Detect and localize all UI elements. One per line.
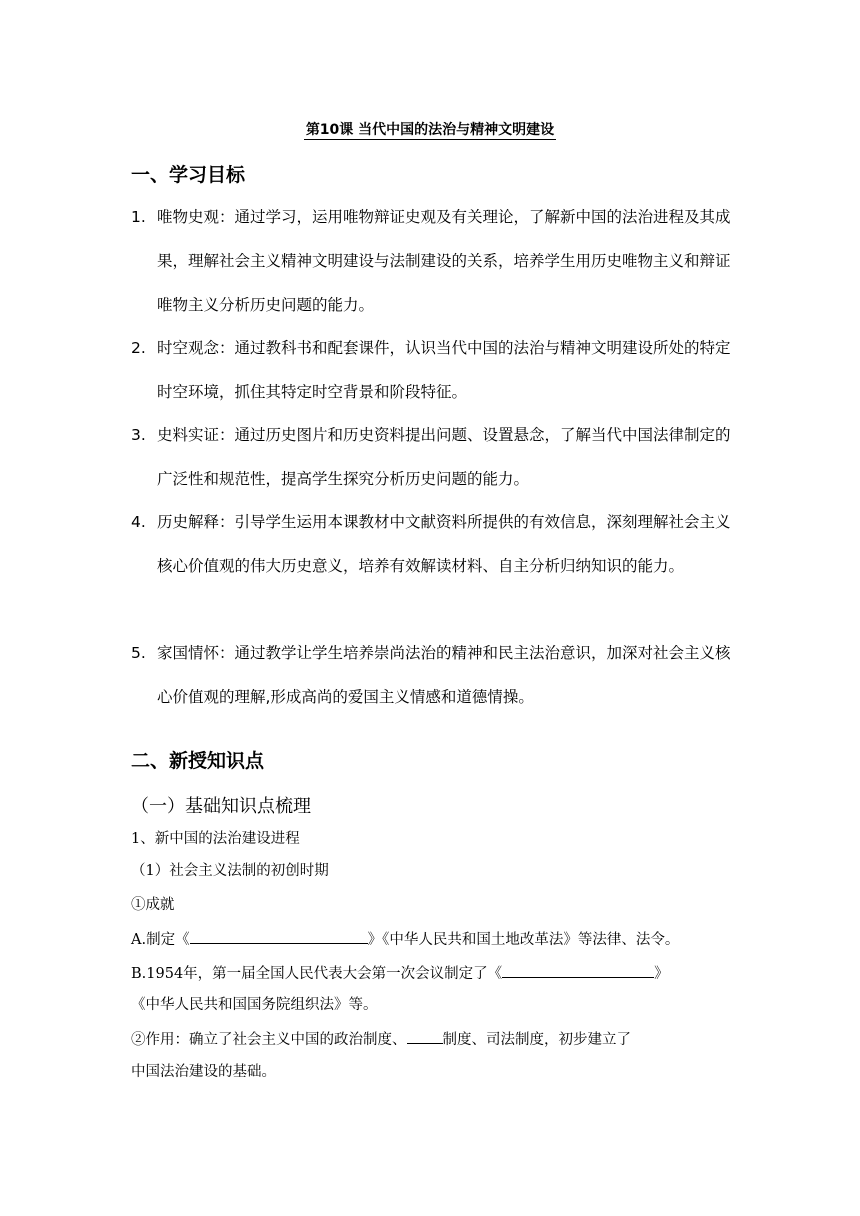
goal-number: 2. — [131, 339, 146, 357]
goal-number: 5. — [131, 644, 146, 662]
effect-line — [131, 1028, 631, 1049]
goal-number: 4. — [131, 513, 146, 531]
goal-text: 家国情怀：通过教学让学生培养崇尚法治的精神和民主法治意识，加深对社会主义核心价值观的理解,形成高尚的爱国主义情感和道德情操。 — [157, 644, 731, 706]
achievement-label: ①成就 — [131, 897, 175, 913]
fill-blank-1[interactable] — [190, 931, 368, 944]
goal-item-2 — [131, 326, 739, 414]
line-b-prefix: B.1954年，第一届全国人民代表大会第一次会议制定了《 — [131, 966, 503, 982]
line-b-suffix: 》 — [654, 966, 669, 982]
goal-text: 时空观念：通过教科书和配套课件，认识当代中国的法治与精神文明建设所处的特定时空环境，抓住其特定时空背景和阶段特征。 — [157, 339, 731, 401]
fill-blank-3[interactable] — [407, 1031, 443, 1044]
goal-item-3 — [131, 413, 739, 501]
goal-item-4 — [131, 500, 739, 588]
lesson-title — [0, 119, 860, 139]
item-subheading: （1）社会主义法制的初创时期 — [131, 863, 329, 879]
effect-line-continued: 中国法治建设的基础。 — [131, 1064, 276, 1080]
line-a — [131, 928, 679, 949]
goal-text: 历史解释：引导学生运用本课教材中文献资料所提供的有效信息，深刻理解社会主义核心价值观的伟大历史意义，培养有效解读材料、自主分析归纳知识的能力。 — [157, 513, 731, 575]
effect-suffix: 制度、司法制度，初步建立了 — [442, 1032, 631, 1048]
subsection-heading: （一）基础知识点梳理 — [131, 796, 311, 817]
goal-number: 3. — [131, 426, 146, 444]
line-a-suffix: 》《中华人民共和国土地改革法》等法律、法令。 — [367, 932, 680, 948]
item-heading: 1、新中国的法治建设进程 — [131, 831, 300, 847]
line-b-continued: 《中华人民共和国国务院组织法》等。 — [131, 997, 378, 1013]
line-a-prefix: A.制定《 — [131, 932, 190, 948]
goal-text: 唯物史观：通过学习，运用唯物辩证史观及有关理论，了解新中国的法治进程及其成果，理解社会主义精神文明建设与法制建设的关系，培养学生用历史唯物主义和辩证唯物主义分析历史问题的能力。 — [157, 208, 731, 314]
goal-item-5 — [131, 631, 739, 719]
section-heading-new-knowledge: 二、新授知识点 — [131, 750, 265, 772]
lesson-title-text: 第10课 当代中国的法治与精神文明建设 — [305, 122, 555, 138]
fill-blank-2[interactable] — [502, 965, 654, 978]
goal-item-1 — [131, 195, 739, 327]
goal-text: 史料实证：通过历史图片和历史资料提出问题、设置悬念，了解当代中国法律制定的广泛性和规范性，提高学生探究分析历史问题的能力。 — [157, 426, 731, 488]
line-b — [131, 962, 669, 983]
section-heading-goals: 一、学习目标 — [131, 164, 246, 186]
effect-prefix: ②作用：确立了社会主义中国的政治制度、 — [131, 1032, 407, 1048]
goal-number: 1. — [131, 208, 146, 226]
